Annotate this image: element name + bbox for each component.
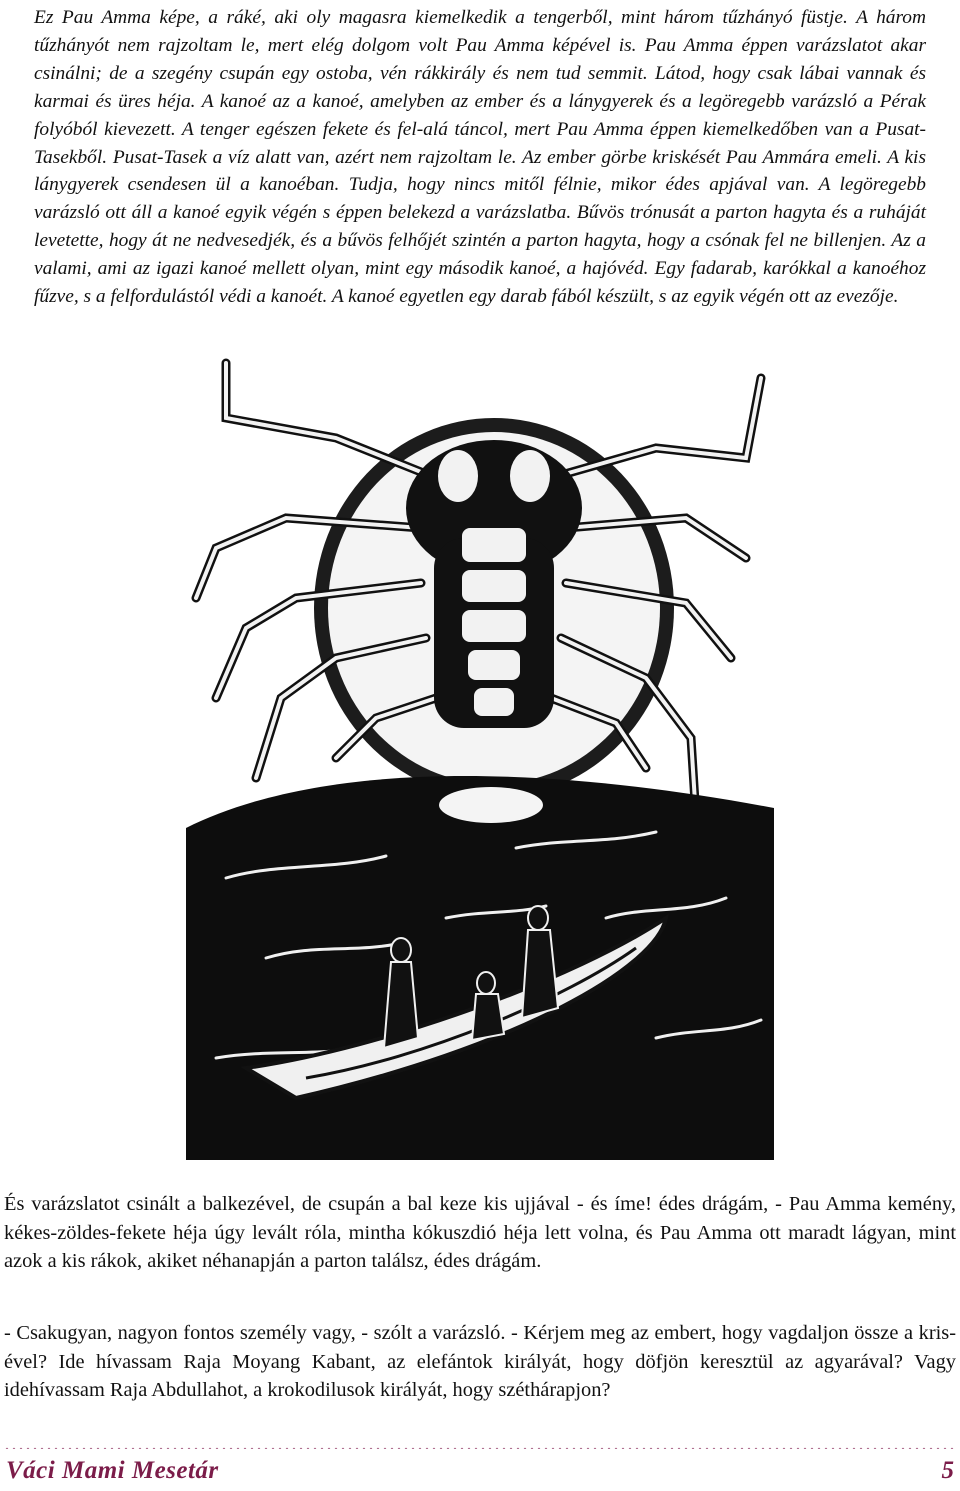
footer-divider — [4, 1441, 954, 1449]
black-sea — [186, 776, 774, 1160]
story-paragraph: - Csakugyan, nagyon fontos személy vagy, - szólt a varázsló. - Kérjem meg az embert, hogy vagdaljon össze a kris-ével? Ide hívassam Raja Moyang Kabant, az elefántok királyát, hogy döfjön keresztül az agyarával? Vagy idehívassam Raja Abdullahot, a krokodilusok királyát, hogy széthárapjon? — [4, 1322, 956, 1402]
illustration-caption: Ez Pau Amma képe, a ráké, aki oly magasra kiemelkedik a tengerből, mint három tűzhányó füstje. A három tűzhányót nem rajzoltam le, mert elég dolgom volt Pau Amma képével is. Pau Amma éppen varázslatot akar csinálni; de a szegény csupán egy ostoba, vén rákkirály és nem tud semmit. Látod, hogy csak lábai vannak és karmai és üres héja. A kanoé az a kanoé, amelyben az ember és a lánygyerek és a legöregebb varázsló a Pérak folyóból kievezett. A tenger egészen fekete és fel-alá táncol, mert Pau Amma éppen kiemelkedőben van a Pusat-Tasekből. Pusat-Tasek a víz alatt van, azért nem rajzoltam le. Az ember görbe kriskését Pau Ammára emeli. A kis lánygyerek csendesen ül a kanoéban. Tudja, hogy nincs mitől félnie, mikor édes apjával van. A legöregebb varázsló ott áll a kanoé egyik végén s éppen belekezd a varázslatba. Bűvös trónusát a parton hagyta és a ruháját levetette, hogy át ne nedvesedjék, és a bűvös felhőjét szintén a parton hagyta, hogy a csónak fel ne billenjen. Az a valami, ami az igazi kanoé mellett olyan, mint egy második kanoé, a hajóvéd. Egy fadarab, karókkal a kanoéhoz fűzve, s a felfordulástól védi a kanoét. A kanoé egyetlen egy darab fából készült, s az egyik végén ott az evezője. — [34, 7, 926, 308]
moon-reflection — [439, 787, 543, 823]
page-number: 5 — [941, 1457, 954, 1484]
footer-title: Váci Mami Mesetár — [6, 1457, 219, 1484]
crab-king-woodcut-illustration — [186, 358, 774, 1160]
decorative-dotted-rule-icon — [4, 1446, 954, 1449]
story-paragraph: És varázslatot csinált a balkezével, de csupán a bal keze kis ujjával - és íme! édes drágám, - Pau Amma kemény, kékes-zöldes-fekete héja úgy levált róla, mintha kókuszdió héja lett volna, és Pau Amma ott maradt lágyan, mint azok a kis rákok, akiket néhanapján a parton találsz, édes drágám. — [4, 1193, 956, 1273]
pau-amma-crab-illustration — [186, 358, 774, 1160]
